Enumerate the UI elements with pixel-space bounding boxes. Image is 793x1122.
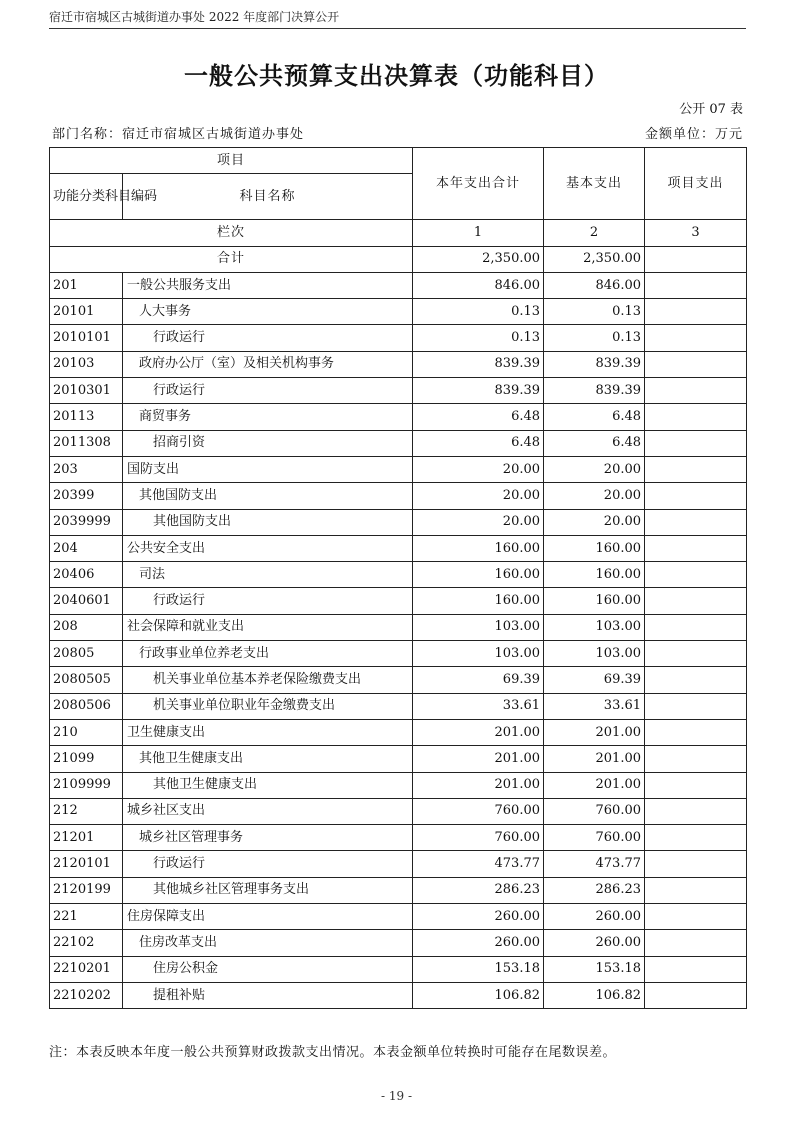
table-row: [50, 351, 747, 377]
row-code: 2210201: [50, 956, 123, 982]
footnote: 注：本表反映本年度一般公共预算财政拨款支出情况。本表金额单位转换时可能存在尾数误差。: [49, 1045, 617, 1060]
table-row: [50, 562, 747, 588]
header-rule: [49, 28, 746, 29]
row-code: 20399: [50, 483, 123, 509]
row-name: 提租补贴: [123, 982, 413, 1008]
row-total: 6.48: [413, 430, 544, 456]
row-name: 城乡社区管理事务: [123, 825, 413, 851]
row-basic: 106.82: [544, 982, 645, 1008]
budget-table: [49, 147, 747, 1009]
row-name: 司法: [123, 562, 413, 588]
row-basic: 0.13: [544, 299, 645, 325]
row-code: 2039999: [50, 509, 123, 535]
row-basic: 20.00: [544, 509, 645, 535]
row-project: [645, 588, 747, 614]
row-project: [645, 535, 747, 561]
row-project: [645, 325, 747, 351]
table-row: [50, 746, 747, 772]
table-number: 公开 07 表: [679, 102, 743, 117]
row-basic: 160.00: [544, 535, 645, 561]
row-total: 69.39: [413, 667, 544, 693]
row-basic: 260.00: [544, 930, 645, 956]
row-total: 760.00: [413, 825, 544, 851]
table-row: [50, 614, 747, 640]
row-project: [645, 877, 747, 903]
row-name: 公共安全支出: [123, 535, 413, 561]
row-name: 国防支出: [123, 456, 413, 482]
row-basic: 6.48: [544, 430, 645, 456]
row-project: [645, 825, 747, 851]
header-basic: 基本支出: [544, 148, 645, 220]
table-row: [50, 325, 747, 351]
row-project: [645, 982, 747, 1008]
row-basic: 846.00: [544, 272, 645, 298]
table-row: [50, 378, 747, 404]
row-code: 2120101: [50, 851, 123, 877]
row-name: 一般公共服务支出: [123, 272, 413, 298]
row-code: 20406: [50, 562, 123, 588]
row-basic: 839.39: [544, 351, 645, 377]
table-row: [50, 404, 747, 430]
row-code: 203: [50, 456, 123, 482]
row-project: [645, 641, 747, 667]
page-title: 一般公共预算支出决算表（功能科目）: [184, 61, 609, 90]
sum-row: [50, 246, 747, 272]
row-total: 286.23: [413, 877, 544, 903]
row-name: 行政运行: [123, 588, 413, 614]
row-total: 839.39: [413, 378, 544, 404]
row-basic: 153.18: [544, 956, 645, 982]
row-code: 2109999: [50, 772, 123, 798]
row-project: [645, 272, 747, 298]
row-basic: 201.00: [544, 746, 645, 772]
row-code: 2080505: [50, 667, 123, 693]
row-code: 2010301: [50, 378, 123, 404]
column-index-1: 1: [413, 220, 544, 246]
row-project: [645, 930, 747, 956]
header-row-1: [50, 148, 747, 174]
table-row: [50, 299, 747, 325]
row-total: 260.00: [413, 930, 544, 956]
column-index-row: [50, 220, 747, 246]
table-row: [50, 430, 747, 456]
table-row: [50, 904, 747, 930]
row-name: 住房改革支出: [123, 930, 413, 956]
row-total: 846.00: [413, 272, 544, 298]
row-code: 20103: [50, 351, 123, 377]
row-project: [645, 851, 747, 877]
row-total: 839.39: [413, 351, 544, 377]
table-row: [50, 641, 747, 667]
row-code: 22102: [50, 930, 123, 956]
column-index-2: 2: [544, 220, 645, 246]
row-name: 卫生健康支出: [123, 719, 413, 745]
row-code: 208: [50, 614, 123, 640]
sum-label: 合计: [50, 246, 413, 272]
row-total: 201.00: [413, 719, 544, 745]
row-project: [645, 956, 747, 982]
table-row: [50, 798, 747, 824]
column-index-3: 3: [645, 220, 747, 246]
row-total: 106.82: [413, 982, 544, 1008]
row-name: 社会保障和就业支出: [123, 614, 413, 640]
row-basic: 760.00: [544, 825, 645, 851]
header-code: 功能分类科目编码: [50, 174, 123, 220]
department-label: 部门名称：宿迁市宿城区古城街道办事处: [52, 127, 305, 142]
row-total: 473.77: [413, 851, 544, 877]
table-row: [50, 772, 747, 798]
row-name: 行政运行: [123, 325, 413, 351]
table-row: [50, 956, 747, 982]
row-basic: 6.48: [544, 404, 645, 430]
row-project: [645, 378, 747, 404]
row-total: 33.61: [413, 693, 544, 719]
row-project: [645, 562, 747, 588]
row-code: 2040601: [50, 588, 123, 614]
row-code: 210: [50, 719, 123, 745]
row-name: 机关事业单位职业年金缴费支出: [123, 693, 413, 719]
row-name: 人大事务: [123, 299, 413, 325]
row-project: [645, 746, 747, 772]
table-row: [50, 851, 747, 877]
row-basic: 103.00: [544, 641, 645, 667]
row-name: 商贸事务: [123, 404, 413, 430]
row-code: 2080506: [50, 693, 123, 719]
row-basic: 160.00: [544, 562, 645, 588]
row-basic: 201.00: [544, 719, 645, 745]
row-total: 6.48: [413, 404, 544, 430]
table-row: [50, 982, 747, 1008]
row-basic: 760.00: [544, 798, 645, 824]
row-code: 2120199: [50, 877, 123, 903]
table-row: [50, 825, 747, 851]
table-row: [50, 456, 747, 482]
unit-label: 金额单位：万元: [644, 127, 743, 142]
sum-basic: 2,350.00: [544, 246, 645, 272]
row-project: [645, 719, 747, 745]
row-total: 160.00: [413, 562, 544, 588]
row-code: 20101: [50, 299, 123, 325]
header-name: 科目名称: [123, 174, 413, 220]
row-total: 0.13: [413, 299, 544, 325]
row-basic: 0.13: [544, 325, 645, 351]
row-project: [645, 430, 747, 456]
table-row: [50, 719, 747, 745]
row-project: [645, 483, 747, 509]
row-project: [645, 798, 747, 824]
sum-project: [645, 246, 747, 272]
row-project: [645, 772, 747, 798]
row-name: 其他国防支出: [123, 509, 413, 535]
row-basic: 33.61: [544, 693, 645, 719]
row-total: 153.18: [413, 956, 544, 982]
row-code: 20113: [50, 404, 123, 430]
row-code: 212: [50, 798, 123, 824]
row-basic: 20.00: [544, 483, 645, 509]
table-row: [50, 483, 747, 509]
row-code: 21099: [50, 746, 123, 772]
row-total: 20.00: [413, 483, 544, 509]
row-name: 住房保障支出: [123, 904, 413, 930]
row-name: 其他城乡社区管理事务支出: [123, 877, 413, 903]
row-total: 103.00: [413, 614, 544, 640]
row-basic: 473.77: [544, 851, 645, 877]
row-total: 20.00: [413, 509, 544, 535]
row-name: 行政事业单位养老支出: [123, 641, 413, 667]
row-project: [645, 904, 747, 930]
row-project: [645, 351, 747, 377]
row-name: 其他卫生健康支出: [123, 772, 413, 798]
running-header: 宿迁市宿城区古城街道办事处 2022 年度部门决算公开: [49, 10, 340, 24]
row-basic: 201.00: [544, 772, 645, 798]
row-name: 招商引资: [123, 430, 413, 456]
row-basic: 69.39: [544, 667, 645, 693]
row-code: 21201: [50, 825, 123, 851]
row-project: [645, 404, 747, 430]
table-row: [50, 877, 747, 903]
row-project: [645, 667, 747, 693]
row-name: 其他卫生健康支出: [123, 746, 413, 772]
table-row: [50, 667, 747, 693]
row-name: 行政运行: [123, 851, 413, 877]
row-total: 103.00: [413, 641, 544, 667]
row-total: 760.00: [413, 798, 544, 824]
row-project: [645, 614, 747, 640]
row-basic: 160.00: [544, 588, 645, 614]
row-project: [645, 456, 747, 482]
table-row: [50, 535, 747, 561]
row-name: 机关事业单位基本养老保险缴费支出: [123, 667, 413, 693]
row-basic: 260.00: [544, 904, 645, 930]
row-total: 260.00: [413, 904, 544, 930]
row-total: 0.13: [413, 325, 544, 351]
header-item: 项目: [50, 148, 413, 174]
row-code: 2011308: [50, 430, 123, 456]
row-name: 城乡社区支出: [123, 798, 413, 824]
column-index-label: 栏次: [50, 220, 413, 246]
row-basic: 20.00: [544, 456, 645, 482]
row-code: 204: [50, 535, 123, 561]
row-project: [645, 509, 747, 535]
sum-total: 2,350.00: [413, 246, 544, 272]
header-project: 项目支出: [645, 148, 747, 220]
table-row: [50, 272, 747, 298]
row-project: [645, 299, 747, 325]
row-name: 政府办公厅（室）及相关机构事务: [123, 351, 413, 377]
table-row: [50, 509, 747, 535]
row-total: 201.00: [413, 746, 544, 772]
table-row: [50, 693, 747, 719]
row-code: 20805: [50, 641, 123, 667]
row-basic: 103.00: [544, 614, 645, 640]
row-code: 2210202: [50, 982, 123, 1008]
row-name: 其他国防支出: [123, 483, 413, 509]
page-number: - 19 -: [380, 1089, 412, 1103]
row-total: 201.00: [413, 772, 544, 798]
header-total: 本年支出合计: [413, 148, 544, 220]
table-row: [50, 588, 747, 614]
row-project: [645, 693, 747, 719]
row-basic: 286.23: [544, 877, 645, 903]
row-code: 201: [50, 272, 123, 298]
row-total: 20.00: [413, 456, 544, 482]
row-name: 住房公积金: [123, 956, 413, 982]
row-code: 2010101: [50, 325, 123, 351]
row-name: 行政运行: [123, 378, 413, 404]
row-code: 221: [50, 904, 123, 930]
row-total: 160.00: [413, 588, 544, 614]
table-row: [50, 930, 747, 956]
row-total: 160.00: [413, 535, 544, 561]
row-basic: 839.39: [544, 378, 645, 404]
